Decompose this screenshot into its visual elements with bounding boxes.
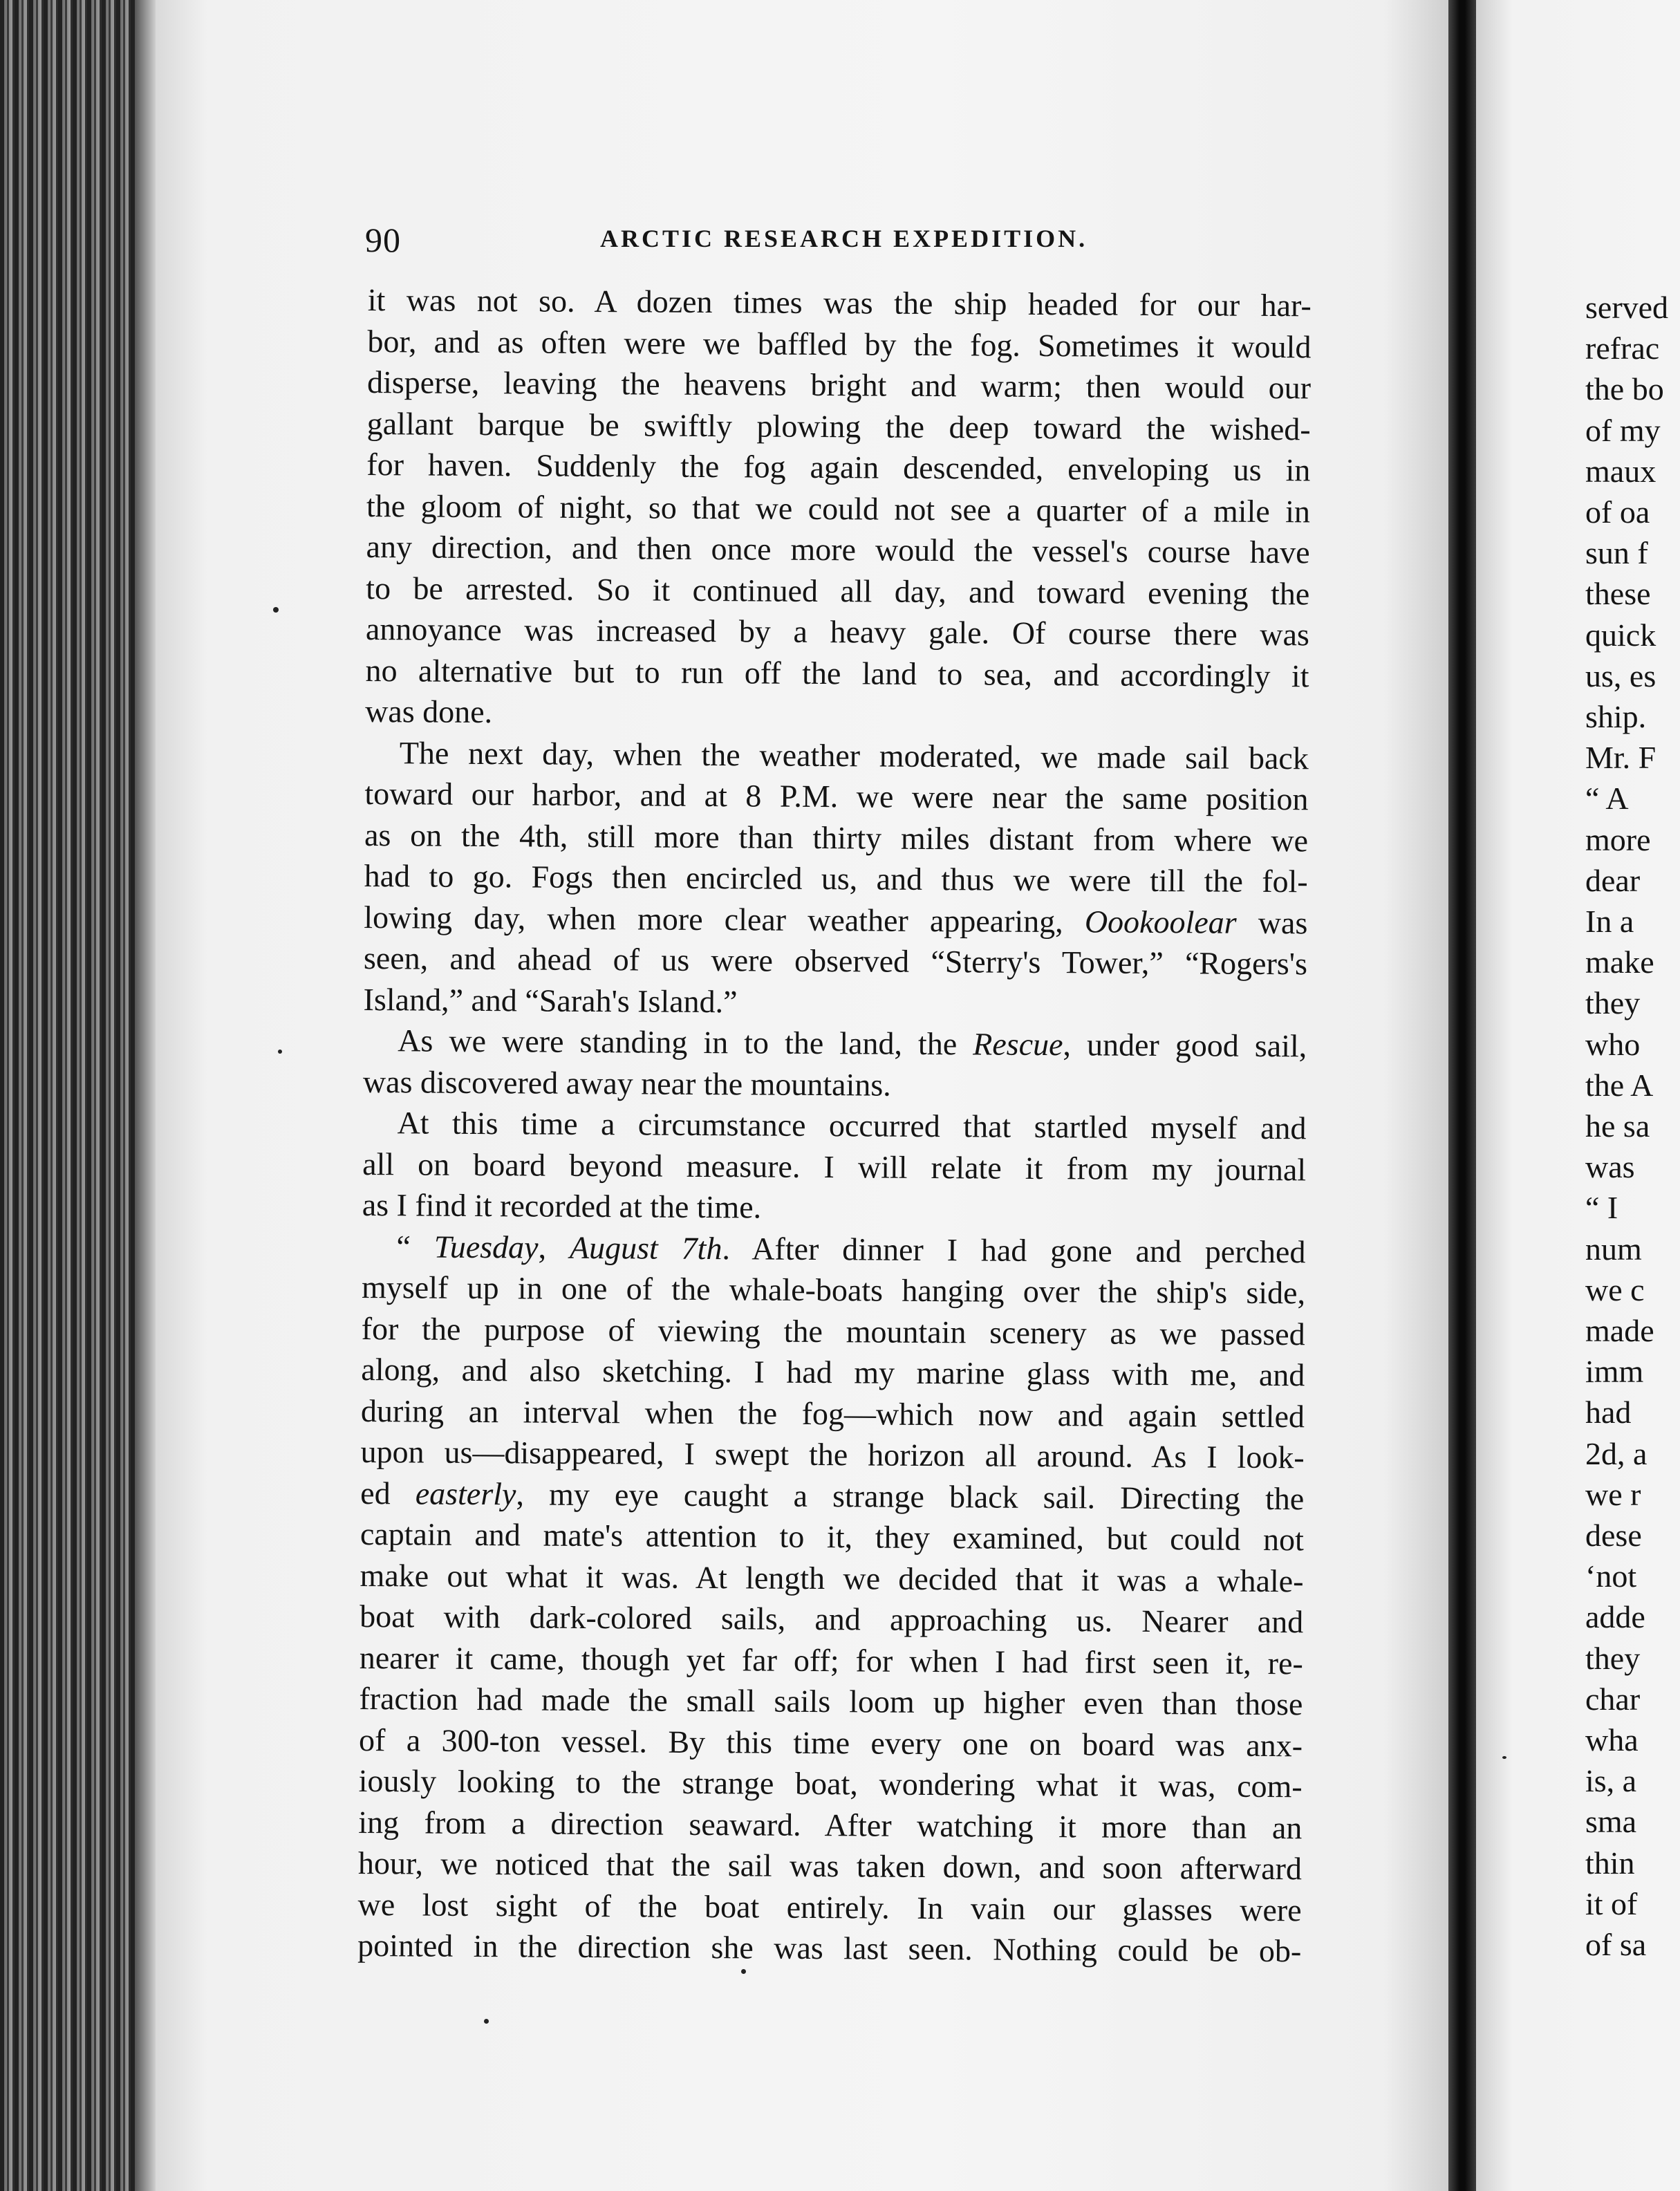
right-page-fragment: maux [1585,453,1656,489]
line-text: , my eye caught a strange black sail. Directing the [516,1475,1305,1516]
right-page-fragment: it of [1585,1885,1638,1921]
right-page-fragment: had [1585,1395,1632,1430]
right-page-fragment: sma [1585,1804,1637,1840]
line-text: was done. [365,693,493,730]
line-text: captain and mate's attention to it, they examined, but could not [360,1516,1305,1558]
right-page-fragment: more [1585,821,1651,857]
right-page-fragment: 2d, a [1585,1435,1648,1471]
right-page-fragment: of oa [1585,494,1650,530]
text-line [358,1801,1302,1848]
text-line [364,938,1307,985]
text-line [362,1102,1306,1149]
italic-text: easterly [415,1475,516,1511]
line-text: toward our harbor, and at 8 P.M. we were near the same position [364,775,1309,817]
line-text: seen, and ahead of us were observed “Sterry's Tower,” “Rogers's [363,940,1308,982]
text-line [364,855,1308,902]
italic-text: Oookoolear [1084,903,1237,940]
book-edge-stack [0,0,156,2191]
line-text: “ [396,1228,434,1265]
text-line [359,1760,1303,1807]
page-number: 90 [365,221,401,259]
right-page-fragment: they [1585,1640,1641,1676]
text-line [364,896,1307,943]
line-text: , [538,1229,570,1265]
line-text: it was not so. A dozen times was the ship headed for our har- [367,281,1312,324]
text-line [361,1390,1305,1437]
right-page-fragment: we r [1585,1476,1641,1512]
text-line [366,444,1310,491]
right-page-fragment: “ I [1585,1190,1618,1226]
line-text: of a 300-ton vessel. By this time every one on board was anx- [358,1722,1303,1763]
right-page-fragment: char [1585,1681,1641,1717]
line-text: hour, we noticed that the sail was taken down, and soon afterward [357,1845,1303,1887]
right-page-fragment: refrac [1585,330,1660,366]
right-page-fragment: is, a [1585,1763,1637,1799]
text-line [360,1637,1303,1684]
italic-text: Tuesday [433,1229,539,1265]
line-text: was discovered away near the mountains. [362,1063,891,1103]
text-line [364,814,1308,861]
text-line [360,1554,1303,1601]
line-text: iously looking to the strange boat, wondering what it was, com- [358,1762,1303,1805]
text-line [358,1843,1302,1890]
right-page-fragment: these [1585,576,1651,612]
right-page-fragment: dese [1585,1518,1642,1553]
text-line [366,567,1309,614]
right-page-fragment: of sa [1585,1927,1647,1962]
line-text: for haven. Suddenly the fog again descended, enveloping us in [366,446,1311,488]
line-text: , under good sail, [1063,1027,1307,1064]
line-text: boat with dark-colored sails, and approaching us. Nearer and [360,1598,1304,1640]
right-page-fragment: make [1585,944,1654,980]
line-text: Island,” and “Sarah's Island.” [363,981,738,1019]
right-page-fragment: us, es [1585,658,1656,693]
text-line [357,1925,1301,1972]
line-text: any direction, and then once more would the vessel's course have [366,528,1310,570]
right-page-fragment: thin [1585,1845,1635,1881]
body-text [357,279,1312,1972]
right-page-fragment: made [1585,1313,1654,1348]
text-line [366,526,1309,573]
right-page-fragment: he sa [1585,1108,1650,1144]
right-page-fragment: In a [1585,904,1634,939]
text-line [366,608,1309,655]
running-head [365,220,1319,268]
text-line [365,691,1309,738]
text-line [367,362,1311,409]
text-line [362,1184,1306,1231]
line-text: fraction had made the small sails loom up higher even than those [359,1680,1303,1722]
text-line [360,1513,1304,1560]
right-page-fragment: the bo [1585,371,1664,407]
text-line [363,978,1307,1025]
text-line [361,1349,1305,1396]
line-text: we lost sight of the boat entirely. In vain our glasses were [357,1886,1302,1928]
line-text: as on the 4th, still more than thirty miles distant from where we [364,817,1309,858]
text-line [363,1020,1307,1067]
italic-text: August 7th [569,1229,722,1266]
text-line [362,1225,1305,1272]
text-line [365,731,1309,778]
line-text: was [1236,904,1308,940]
line-text: gallant barque be swiftly plowing the deep toward the wished- [366,405,1311,447]
line-text: all on board beyond measure. I will relate it from my journal [362,1146,1307,1187]
line-text: no alternative but to run off the land to sea, and accordingly it [365,652,1309,693]
text-line [363,1061,1307,1108]
text-line [362,1267,1305,1314]
right-page [1476,0,1680,2191]
right-page-fragment: adde [1585,1599,1645,1635]
book-gutter [1448,0,1476,2191]
scan-speck [278,1050,282,1054]
running-title: ARCTIC RESEARCH EXPEDITION. [600,225,1088,252]
text-line [362,1143,1306,1190]
right-page-fragment: of my [1585,412,1661,448]
line-text: The next day, when the weather moderated, we made sail back [399,734,1309,776]
right-page-fragment: sun f [1585,535,1648,571]
text-line [360,1431,1304,1478]
right-page-fragment: they [1585,985,1641,1021]
right-page-fragment: Mr. F [1585,740,1656,776]
text-line [365,649,1309,696]
scan-speck [273,607,279,613]
right-page-fragment: ‘not [1585,1558,1637,1594]
line-text: myself up in one of the whale-boats hanging over the ship's side, [361,1269,1306,1311]
text-line [357,1883,1301,1930]
right-page-fragment: ship. [1585,699,1647,734]
right-page-fragment: quick [1585,617,1656,653]
text-line [359,1678,1303,1725]
scan-speck [484,2019,489,2024]
text-line [364,773,1308,820]
text-line [368,279,1312,326]
scan-speck [1502,1756,1506,1759]
line-text: nearer it came, though yet far off; for when I had first seen it, re- [359,1639,1303,1681]
line-text: upon us—disappeared, I swept the horizon all around. As I look- [360,1433,1305,1475]
right-page-fragment: “ A [1585,781,1629,817]
right-page-fragment: imm [1585,1354,1644,1390]
line-text: pointed in the direction she was last seen. Nothing could be ob- [357,1927,1302,1969]
text-line [360,1596,1303,1643]
line-text: bor, and as often were we baffled by the fog. Sometimes it would [367,323,1312,364]
line-text: to be arrested. So it continued all day, and toward evening the [366,570,1310,611]
right-page-fragment: num [1585,1231,1642,1267]
right-page-fragment: dear [1585,862,1641,898]
right-page-fragment: served [1585,290,1669,325]
line-text: annoyance was increased by a heavy gale. Of course there was [365,610,1310,653]
right-page-fragment: who [1585,1026,1641,1062]
text-line [367,320,1311,367]
italic-text: Rescue [973,1026,1063,1063]
line-text: along, and also sketching. I had my marine glass with me, and [361,1351,1305,1393]
line-text: as I find it recorded at the time. [362,1186,762,1225]
scan-speck [741,1969,746,1974]
line-text: had to go. Fogs then encircled us, and thus we were till the fol- [364,857,1308,899]
right-page-fragment: was [1585,1149,1635,1185]
text-line [366,485,1310,532]
line-text: during an interval when the fog—which now and again settled [360,1392,1305,1434]
line-text: disperse, leaving the heavens bright and warm; then would our [366,364,1312,406]
line-text: ed [360,1475,416,1511]
line-text: lowing day, when more clear weather appearing, [364,899,1085,939]
right-page-fragment: wha [1585,1722,1639,1758]
right-page-fragment: we c [1585,1271,1645,1307]
text-line [367,402,1311,449]
line-text: make out what it was. At length we decided that it was a whale- [360,1557,1304,1598]
line-text: ing from a direction seaward. After watching it more than an [358,1804,1303,1845]
right-page-fragment: the A [1585,1067,1654,1103]
line-text: for the purpose of viewing the mountain scenery as we passed [361,1310,1305,1352]
text-line [359,1719,1303,1766]
text-line [360,1472,1304,1519]
line-text: At this time a circumstance occurred that startled myself and [397,1105,1307,1146]
line-text: . After dinner I had gone and perched [722,1230,1306,1269]
line-text: As we were standing in to the land, the [398,1023,973,1062]
text-line [362,1307,1305,1354]
line-text: the gloom of night, so that we could not see a quarter of a mile in [366,487,1311,529]
